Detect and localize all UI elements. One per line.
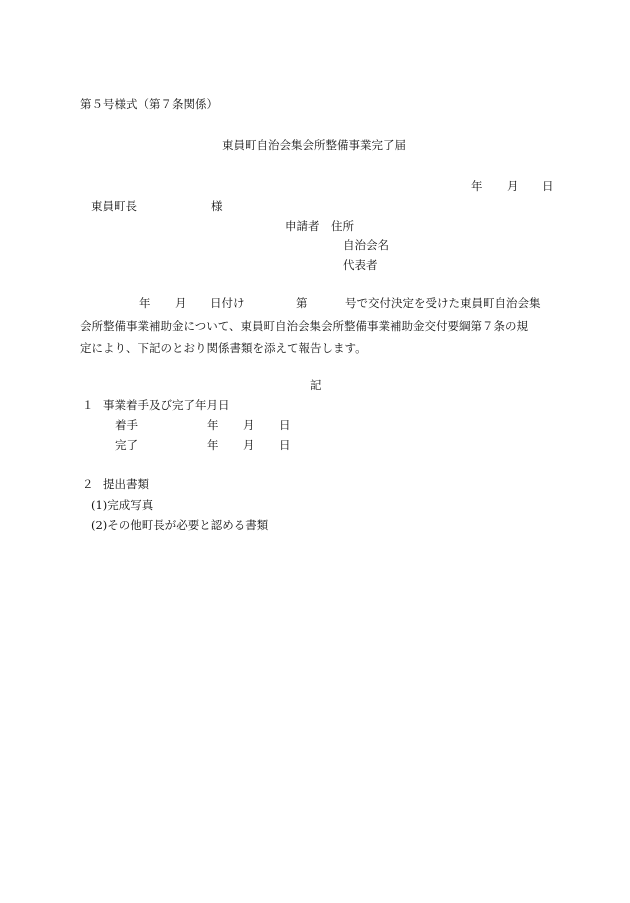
body-line2: 会所整備事業補助金について、東員町自治会集会所整備事業補助金交付要綱第７条の規 — [80, 319, 529, 333]
list-item: (1)完成写真 — [91, 498, 154, 512]
document-title: 東員町自治会集会所整備事業完了届 — [222, 138, 406, 152]
start-day-label: 日 — [279, 418, 291, 432]
complete-day-label: 日 — [279, 438, 291, 452]
body-line1: 号で交付決定を受けた東員町自治会集 — [345, 296, 541, 310]
form-label: 第５号様式（第７条関係） — [80, 97, 218, 111]
body-line3: 定により、下記のとおり関係書類を添えて報告します。 — [80, 341, 367, 355]
date-month-label: 月 — [507, 179, 519, 193]
applicant-label: 申請者 — [285, 219, 320, 233]
ki-heading: 記 — [310, 378, 322, 392]
body-dated-label: 日付け — [210, 296, 245, 310]
section1-number: １ — [82, 398, 94, 412]
complete-month-label: 月 — [243, 438, 255, 452]
section2-heading: 提出書類 — [103, 477, 149, 491]
applicant-association-label: 自治会名 — [343, 238, 389, 252]
start-year-label: 年 — [207, 418, 219, 432]
applicant-address-label: 住所 — [331, 219, 354, 233]
body-number-prefix: 第 — [296, 296, 308, 310]
date-year-label: 年 — [471, 179, 483, 193]
addressee-name: 東員町長 — [91, 199, 137, 213]
complete-label: 完了 — [115, 438, 138, 452]
section2-number: ２ — [82, 477, 94, 491]
body-month-label: 月 — [175, 296, 187, 310]
date-day-label: 日 — [542, 179, 554, 193]
section1-heading: 事業着手及び完了年月日 — [103, 398, 230, 412]
list-item: (2)その他町長が必要と認める書類 — [91, 518, 269, 532]
complete-year-label: 年 — [207, 438, 219, 452]
start-month-label: 月 — [243, 418, 255, 432]
start-label: 着手 — [115, 418, 138, 432]
applicant-representative-label: 代表者 — [343, 258, 378, 272]
body-year-label: 年 — [139, 296, 151, 310]
addressee-honorific: 様 — [211, 199, 223, 213]
